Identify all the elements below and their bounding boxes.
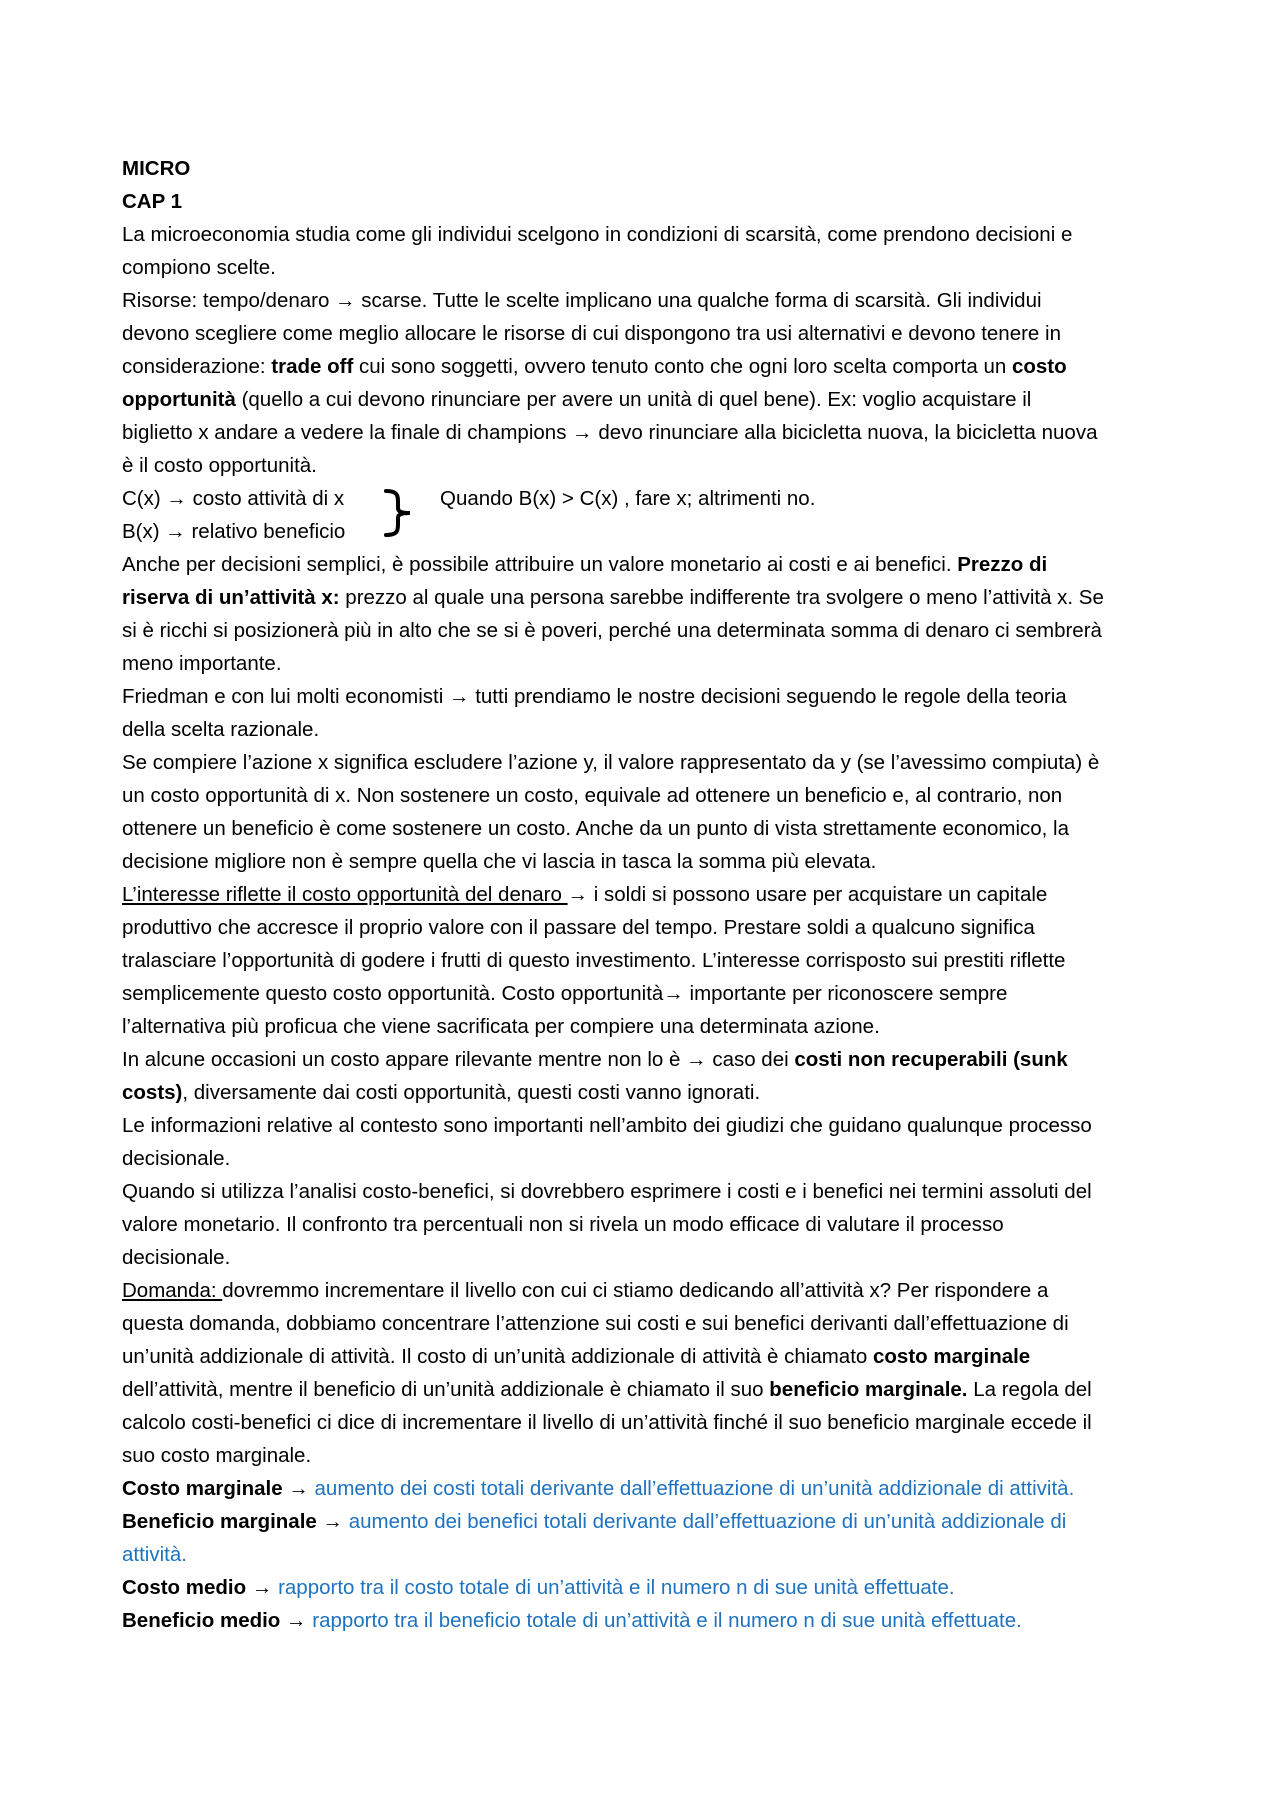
decision-rule: Quando B(x) > C(x) , fare x; altrimenti no. bbox=[440, 487, 816, 510]
arrow-icon: → bbox=[166, 487, 187, 510]
right-brace-icon bbox=[380, 488, 420, 538]
definition-costo-marginale: Costo marginale → aumento dei costi totali derivante dall’effettuazione di un’unità addizionale di attività. bbox=[122, 1477, 1075, 1500]
underlined-heading: Domanda: bbox=[122, 1279, 223, 1302]
text-line: Friedman e con lui molti economisti → tutti prendiamo le nostre decisioni seguendo le regole della teoria bbox=[122, 685, 1067, 708]
text-line: opportunità (quello a cui devono rinunciare per avere un unità di quel bene). Ex: voglio acquistare il bbox=[122, 388, 1032, 411]
text-line: L’interesse riflette il costo opportunità del denaro → i soldi si possono usare per acquistare un capitale bbox=[122, 883, 1048, 906]
text-line: attività. bbox=[122, 1543, 187, 1566]
term-costo-opportunita: opportunità bbox=[122, 388, 236, 411]
text-line: un costo opportunità di x. Non sostenere un costo, equivale ad ottenere un beneficio e, al contrario, non bbox=[122, 784, 1063, 807]
arrow-icon: → bbox=[686, 1048, 707, 1071]
text-line: Anche per decisioni semplici, è possibile attribuire un valore monetario ai costi e ai benefici. Prezzo di bbox=[122, 553, 1048, 576]
arrow-icon: → bbox=[663, 982, 684, 1005]
text-line: un’unità addizionale di attività. Il costo di un’unità addizionale di attività è chiamato costo marginale bbox=[122, 1345, 1031, 1368]
term-trade-off: trade off bbox=[271, 355, 354, 378]
text-line: questa domanda, dobbiamo concentrare l’attenzione sui costi e sui benefici derivanti dall’effettuazione di bbox=[122, 1312, 1069, 1335]
text-line: devono scegliere come meglio allocare le risorse di cui dispongono tra usi alternativi e devono tenere in bbox=[122, 322, 1061, 345]
text-line: decisionale. bbox=[122, 1246, 231, 1269]
text-line: compiono scelte. bbox=[122, 256, 276, 279]
arrow-icon: → bbox=[322, 1510, 344, 1533]
definition-costo-medio: Costo medio → rapporto tra il costo totale di un’attività e il numero n di sue unità effettuate. bbox=[122, 1576, 955, 1599]
text-line: riserva di un’attività x: prezzo al quale una persona sarebbe indifferente tra svolgere o meno l’attività x. Se bbox=[122, 586, 1104, 609]
definition-beneficio-medio: Beneficio medio → rapporto tra il beneficio totale di un’attività e il numero n di sue unità effettuate. bbox=[122, 1609, 1022, 1632]
text-line: In alcune occasioni un costo appare rilevante mentre non lo è → caso dei costi non recuperabili (sunk bbox=[122, 1048, 1068, 1071]
term-sunk-costs: costi non recuperabili (sunk bbox=[794, 1048, 1068, 1071]
text-line: meno importante. bbox=[122, 652, 282, 675]
text-line: si è ricchi si posizionerà più in alto che se si è poveri, perché una determinata somma di denaro ci sembrerà bbox=[122, 619, 1102, 642]
text-line: è il costo opportunità. bbox=[122, 454, 317, 477]
formula-cost-line: C(x) → costo attività di x bbox=[122, 487, 345, 510]
text-line: biglietto x andare a vedere la finale di champions → devo rinunciare alla bicicletta nuova, la bicicletta nuova bbox=[122, 421, 1098, 444]
text-line: Risorse: tempo/denaro → scarse. Tutte le scelte implicano una qualche forma di scarsità. Gli individui bbox=[122, 289, 1042, 312]
definition-beneficio-marginale: Beneficio marginale → aumento dei benefici totali derivante dall’effettuazione di un’unità addizionale di bbox=[122, 1510, 1067, 1533]
text-line: considerazione: trade off cui sono soggetti, ovvero tenuto conto che ogni loro scelta comporta un costo bbox=[122, 355, 1067, 378]
text-line: La microeconomia studia come gli individui scelgono in condizioni di scarsità, come prendono decisioni e bbox=[122, 223, 1073, 246]
doc-title: MICRO bbox=[122, 157, 191, 180]
chapter-heading: CAP 1 bbox=[122, 190, 183, 213]
formula-benefit-line: B(x) → relativo beneficio bbox=[122, 520, 346, 543]
text-line: costs), diversamente dai costi opportunità, questi costi vanno ignorati. bbox=[122, 1081, 761, 1104]
text-line: calcolo costi-benefici ci dice di incrementare il livello di un’attività finché il suo beneficio marginale eccede il bbox=[122, 1411, 1092, 1434]
arrow-icon: → bbox=[567, 883, 589, 906]
text-line: della scelta razionale. bbox=[122, 718, 320, 741]
text-line: Quando si utilizza l’analisi costo-benefici, si dovrebbero esprimere i costi e i benefici nei termini assoluti del bbox=[122, 1180, 1092, 1203]
text-line: tralasciare l’opportunità di godere i frutti di questo investimento. L’interesse corrisposto sui prestiti riflette bbox=[122, 949, 1066, 972]
text-line: ottenere un beneficio è come sostenere un costo. Anche da un punto di vista strettamente economico, la bbox=[122, 817, 1070, 840]
arrow-icon: → bbox=[286, 1609, 307, 1632]
text-line: Domanda: dovremmo incrementare il livello con cui ci stiamo dedicando all’attività x? Per rispondere a bbox=[122, 1279, 1049, 1302]
text-line: l’alternativa più proficua che viene sacrificata per compiere una determinata azione. bbox=[122, 1015, 880, 1038]
arrow-icon: → bbox=[165, 520, 186, 543]
text-line: Le informazioni relative al contesto sono importanti nell’ambito dei giudizi che guidano qualunque processo bbox=[122, 1114, 1092, 1137]
text-line: decisione migliore non è sempre quella che vi lascia in tasca la somma più elevata. bbox=[122, 850, 877, 873]
text-line: semplicemente questo costo opportunità. Costo opportunità→ importante per riconoscere sempre bbox=[122, 982, 1008, 1005]
arrow-icon: → bbox=[335, 289, 356, 312]
arrow-icon: → bbox=[288, 1477, 309, 1500]
arrow-icon: → bbox=[572, 421, 593, 444]
arrow-icon: → bbox=[449, 685, 470, 708]
term-prezzo-riserva: riserva di un’attività x: bbox=[122, 586, 340, 609]
text-line: decisionale. bbox=[122, 1147, 231, 1170]
text-line: suo costo marginale. bbox=[122, 1444, 312, 1467]
arrow-icon: → bbox=[251, 1576, 273, 1599]
text-line: dell’attività, mentre il beneficio di un’unità addizionale è chiamato il suo beneficio marginale. La regola del bbox=[122, 1378, 1092, 1401]
text-line: Se compiere l’azione x significa escludere l’azione y, il valore rappresentato da y (se l’avessimo compiuta) è bbox=[122, 751, 1100, 774]
text-line: produttivo che accresce il proprio valore con il passare del tempo. Prestare soldi a qualcuno significa bbox=[122, 916, 1035, 939]
text-line: valore monetario. Il confronto tra percentuali non si rivela un modo efficace di valutare il processo bbox=[122, 1213, 1004, 1236]
underlined-heading: L’interesse riflette il costo opportunità del denaro bbox=[122, 883, 568, 906]
